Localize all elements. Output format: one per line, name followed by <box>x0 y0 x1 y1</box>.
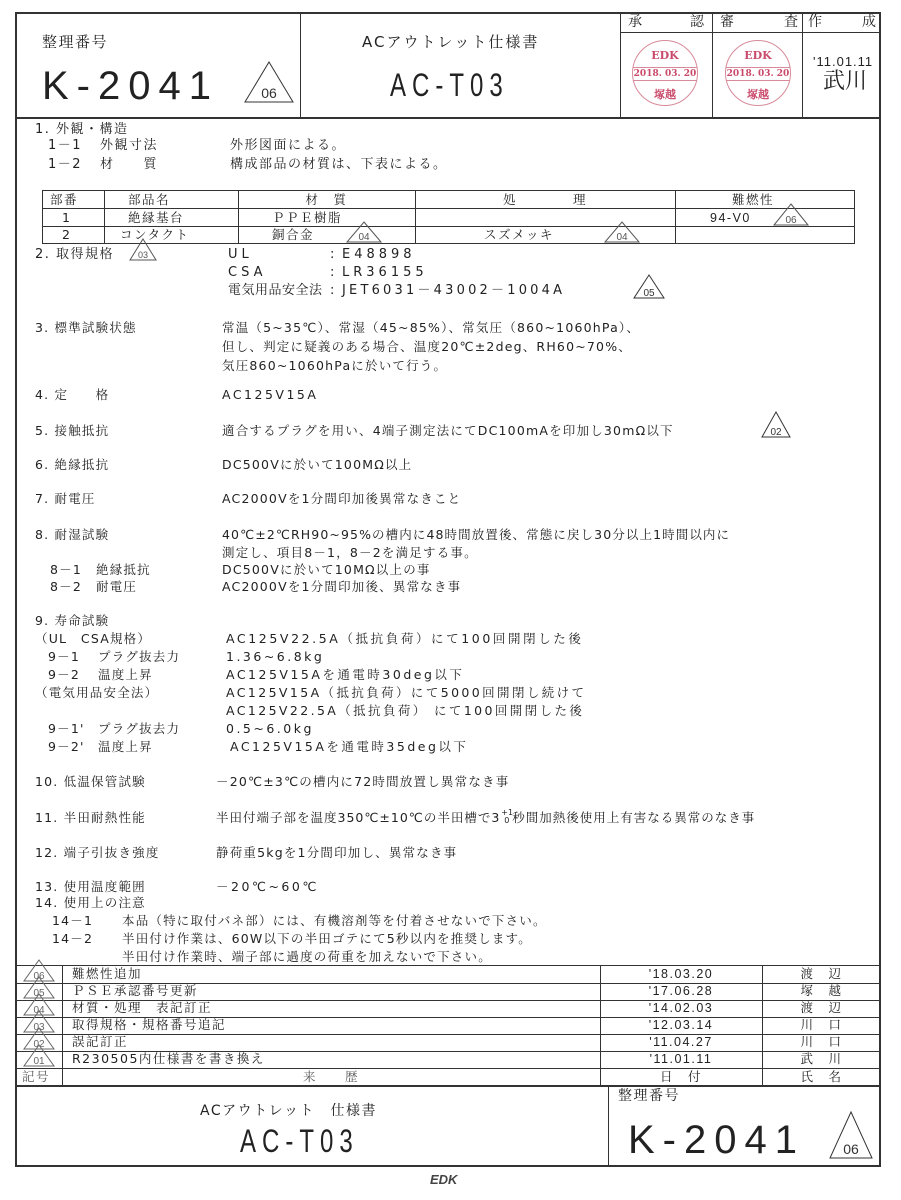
table-row1-flame: 94-V0 <box>710 211 751 225</box>
created-date: '11.01.11 <box>813 54 874 69</box>
s9-pse-line-1: AC125V15A（抵抗負荷）にて5000回開閉し続けて <box>226 685 587 700</box>
svg-text:02: 02 <box>770 427 782 438</box>
s9-ul-label: （UL CSA規格） <box>35 631 152 646</box>
s1-item1-text: 外形図面による。 <box>230 138 347 153</box>
s12-title: 12. 端子引抜き強度 <box>35 845 160 860</box>
svg-text:06: 06 <box>33 971 45 982</box>
s9-pse-item1-num: 9－1' <box>48 721 85 736</box>
s8-item2-text: AC2000Vを1分間印加後、異常なき事 <box>222 579 462 594</box>
s9-pse-label: （電気用品安全法） <box>35 685 159 700</box>
history-header-date: 日 付 <box>659 1069 702 1084</box>
review-label-2: 査 <box>784 14 800 30</box>
history-date: '17.06.28 <box>648 984 714 998</box>
table-row2-name: コンタクト <box>120 227 190 242</box>
svg-text:05: 05 <box>643 288 655 299</box>
approval-label-2: 認 <box>690 14 706 30</box>
s9-pse-item2-text: AC125V15Aを通電時35deg以下 <box>230 739 469 754</box>
table-header-treatment: 処 理 <box>502 192 587 207</box>
s9-pse-item1-label: プラグ抜去力 <box>98 721 181 736</box>
s8-item1-num: 8－1 <box>50 562 83 577</box>
s7-title: 7. 耐電圧 <box>35 491 96 506</box>
table-header-material: 材 質 <box>305 192 348 207</box>
s12-text: 静荷重5kgを1分間印加し、異常なき事 <box>216 845 458 860</box>
revision-mark-icon <box>243 60 295 104</box>
s13-text: －20℃~60℃ <box>216 879 319 894</box>
table-row2-treatment: スズメッキ <box>484 227 555 242</box>
s8-item2-label: 耐電圧 <box>96 579 138 594</box>
header-vline-4 <box>802 12 803 118</box>
approval-header-line <box>620 32 881 33</box>
revision-mark-icon <box>345 221 383 244</box>
s8-item2-num: 8－2 <box>50 579 83 594</box>
s1-item2-num: 1－2 <box>48 157 83 172</box>
revision-mark-text: 06 <box>261 85 277 101</box>
history-date: '12.03.14 <box>648 1018 714 1032</box>
revision-mark-icon <box>632 274 666 300</box>
history-text: 難燃性追加 <box>72 966 143 981</box>
stamp-name: 塚越 <box>654 88 676 101</box>
s14-item1-num: 14－1 <box>52 913 94 928</box>
s9-ul-item2-text: AC125V15Aを通電時30deg以下 <box>226 667 465 682</box>
footer-divider <box>608 1085 609 1167</box>
s2-colon: : <box>330 265 336 280</box>
doc-number: K-2041 <box>42 64 219 108</box>
revision-mark-icon <box>22 1044 56 1068</box>
svg-text:06: 06 <box>785 215 797 226</box>
s13-title: 13. 使用温度範囲 <box>35 879 146 894</box>
header-vline-1 <box>300 12 301 118</box>
s9-pse-item2-num: 9－2' <box>48 739 85 754</box>
s2-pse-value: JET6031－43002－1004A <box>342 283 566 298</box>
s2-ul-value: E48898 <box>342 247 416 262</box>
s10-title: 10. 低温保管試験 <box>35 774 146 789</box>
stamp-date: 2018. 03. 20 <box>633 69 697 79</box>
history-header-name: 氏 名 <box>800 1069 843 1084</box>
table-header-name: 部品名 <box>128 192 171 207</box>
svg-text:04: 04 <box>33 1005 45 1016</box>
table-row2-no: 2 <box>62 227 72 242</box>
review-label-1: 審 <box>720 14 736 30</box>
s14-item2-text: 半田付け作業は、60W以下の半田ゴテにて5秒以内を推奨します。 <box>122 931 532 946</box>
table-row1-name: 絶縁基台 <box>128 210 185 225</box>
s4-text: AC125V15A <box>222 387 319 402</box>
s11-sub: 0 <box>504 816 510 825</box>
s9-pse-item2-label: 温度上昇 <box>98 739 153 754</box>
review-stamp <box>725 40 791 106</box>
history-date: '14.02.03 <box>648 1001 714 1015</box>
history-name: 武 川 <box>800 1051 843 1066</box>
s8-item1-text: DC500Vに於いて10MΩ以上の事 <box>222 562 431 577</box>
s11-text <box>216 810 755 826</box>
s1-item2-text: 構成部品の材質は、下表による。 <box>230 157 448 172</box>
history-name: 渡 辺 <box>800 966 843 981</box>
svg-text:01: 01 <box>33 1056 45 1067</box>
s11-title: 11. 半田耐熱性能 <box>35 810 146 825</box>
s2-colon: : <box>330 247 336 262</box>
s6-text: DC500Vに於いて100MΩ以上 <box>222 457 413 472</box>
doc-title: ACアウトレット仕様書 <box>362 33 540 51</box>
history-header-history: 来 歴 <box>302 1069 359 1084</box>
s14-item1-text: 本品（特に取付バネ部）には、有機溶剤等を付着させないで下さい。 <box>122 913 547 928</box>
revision-mark-icon <box>128 238 158 262</box>
s5-title: 5. 接触抵抗 <box>35 423 110 438</box>
s8-title: 8. 耐湿試験 <box>35 527 110 542</box>
s8-line-1: 40℃±2℃RH90~95%の槽内に48時間放置後、常態に戻し30分以上1時間以内に <box>222 527 731 542</box>
s5-text: 適合するプラグを用い、4端子測定法にてDC100mAを印加し30mΩ以下 <box>222 423 674 438</box>
s9-title: 9. 寿命試験 <box>35 613 110 628</box>
s3-title: 3. 標準試験状態 <box>35 320 137 335</box>
s14-title: 14. 使用上の注意 <box>35 895 146 910</box>
s2-ul-label: UL <box>228 247 253 262</box>
history-date: '11.01.11 <box>649 1052 713 1066</box>
svg-text:05: 05 <box>33 988 45 999</box>
table-row2-material: 銅合金 <box>272 227 315 242</box>
history-text: 取得規格・規格番号追記 <box>72 1017 227 1032</box>
s11-tolerance <box>500 810 512 824</box>
svg-text:03: 03 <box>33 1022 45 1033</box>
s1-item2-label: 材 質 <box>100 157 159 172</box>
history-text: 材質・処理 表記訂正 <box>72 1000 213 1015</box>
footer-title: ACアウトレット 仕様書 <box>200 1103 377 1119</box>
stamp-name: 塚越 <box>747 88 769 101</box>
history-date: '18.03.20 <box>648 967 714 981</box>
s2-csa-value: LR36155 <box>342 265 428 280</box>
created-label-2: 成 <box>862 14 878 30</box>
header-vline-2 <box>620 12 621 118</box>
history-name: 川 口 <box>800 1017 843 1032</box>
s14-item2-num: 14－2 <box>52 931 94 946</box>
s2-csa-label: CSA <box>228 265 267 280</box>
s11-sup: +1 <box>501 808 514 817</box>
s9-ul-item2-label: 温度上昇 <box>98 667 153 682</box>
s1-item1-label: 外観寸法 <box>100 138 159 153</box>
s9-pse-item1-text: 0.5~6.0kg <box>226 721 314 736</box>
history-text: ＰＳＥ承認番号更新 <box>72 983 199 998</box>
stamp-org: EDK <box>744 49 772 62</box>
created-label-1: 作 <box>808 14 824 30</box>
s2-colon: : <box>330 283 336 298</box>
s9-ul-item1-num: 9－1 <box>48 649 81 664</box>
s10-text: －20℃±3℃の槽内に72時間放置し異常なき事 <box>216 774 510 789</box>
header-vline-3 <box>712 12 713 118</box>
table-row1-material: ＰＰＥ樹脂 <box>272 210 343 225</box>
s9-ul-text: AC125V22.5A（抵抗負荷）にて100回開閉した後 <box>226 631 584 646</box>
model-name: AC-T03 <box>390 67 509 103</box>
svg-text:03: 03 <box>137 250 149 260</box>
revision-mark-icon <box>772 203 810 227</box>
svg-text:04: 04 <box>358 232 370 243</box>
approval-stamp <box>632 40 698 106</box>
history-name: 渡 辺 <box>800 1000 843 1015</box>
s8-line-2: 測定し、項目8－1，8－2を満足する事。 <box>222 545 478 560</box>
s9-pse-line-2: AC125V22.5A（抵抗負荷） にて100回開閉した後 <box>226 703 585 718</box>
s9-ul-item2-num: 9－2 <box>48 667 81 682</box>
header-divider <box>15 117 881 119</box>
created-by: 武川 <box>823 69 868 94</box>
table-row1-no: 1 <box>62 210 72 225</box>
s7-text: AC2000Vを1分間印加後異常なきこと <box>222 491 462 506</box>
stamp-org: EDK <box>651 49 679 62</box>
s9-ul-item1-text: 1.36~6.8kg <box>226 649 325 664</box>
footer-model: AC-T03 <box>240 1123 359 1159</box>
history-header-mark: 記号 <box>22 1069 51 1084</box>
revision-mark-icon <box>828 1110 874 1160</box>
s1-item1-num: 1－1 <box>48 138 83 153</box>
history-date: '11.04.27 <box>649 1035 713 1049</box>
history-name: 塚 越 <box>800 983 843 998</box>
svg-text:02: 02 <box>33 1039 45 1050</box>
s8-item1-label: 絶縁抵抗 <box>96 562 151 577</box>
brand-logo: EDK <box>430 1172 458 1187</box>
s9-ul-item1-label: プラグ抜去力 <box>98 649 181 664</box>
approval-label-1: 承 <box>628 14 644 30</box>
table-header-flame: 難燃性 <box>732 192 775 207</box>
history-text: 誤記訂正 <box>72 1034 129 1049</box>
s11-text-a: 半田付端子部を温度350℃±10℃の半田槽で3 <box>216 810 501 825</box>
revision-mark-icon <box>603 221 641 244</box>
history-name: 川 口 <box>800 1034 843 1049</box>
stamp-date: 2018. 03. 20 <box>726 69 790 79</box>
revision-mark-icon <box>760 411 792 439</box>
footer-doc-number: K-2041 <box>628 1118 805 1162</box>
s11-text-b: 秒間加熱後使用上有害なる異常のなき事 <box>512 810 756 825</box>
s14-item3-text: 半田付け作業時、端子部に過度の荷重を加えないで下さい。 <box>122 949 492 964</box>
svg-text:06: 06 <box>843 1141 859 1157</box>
svg-text:04: 04 <box>616 232 628 243</box>
history-text: R230505内仕様書を書き換え <box>72 1051 265 1066</box>
s2-pse-label: 電気用品安全法 <box>228 283 323 298</box>
s6-title: 6. 絶縁抵抗 <box>35 457 110 472</box>
doc-number-label: 整理番号 <box>42 33 109 51</box>
s3-line-3: 気圧860~1060hPaに於いて行う。 <box>222 358 448 373</box>
s3-line-1: 常温（5~35℃）、常湿（45~85%）、常気圧（860~1060hPa）、 <box>222 320 641 335</box>
s2-title: 2. 取得規格 <box>35 247 115 262</box>
s3-line-2: 但し、判定に疑義のある場合、温度20℃±2deg、RH60~70%、 <box>222 339 632 354</box>
footer-doc-number-label: 整理番号 <box>618 1088 680 1104</box>
s1-title: 1. 外観・構造 <box>35 122 129 137</box>
table-header-no: 部番 <box>50 192 79 207</box>
s4-title: 4. 定 格 <box>35 387 110 402</box>
